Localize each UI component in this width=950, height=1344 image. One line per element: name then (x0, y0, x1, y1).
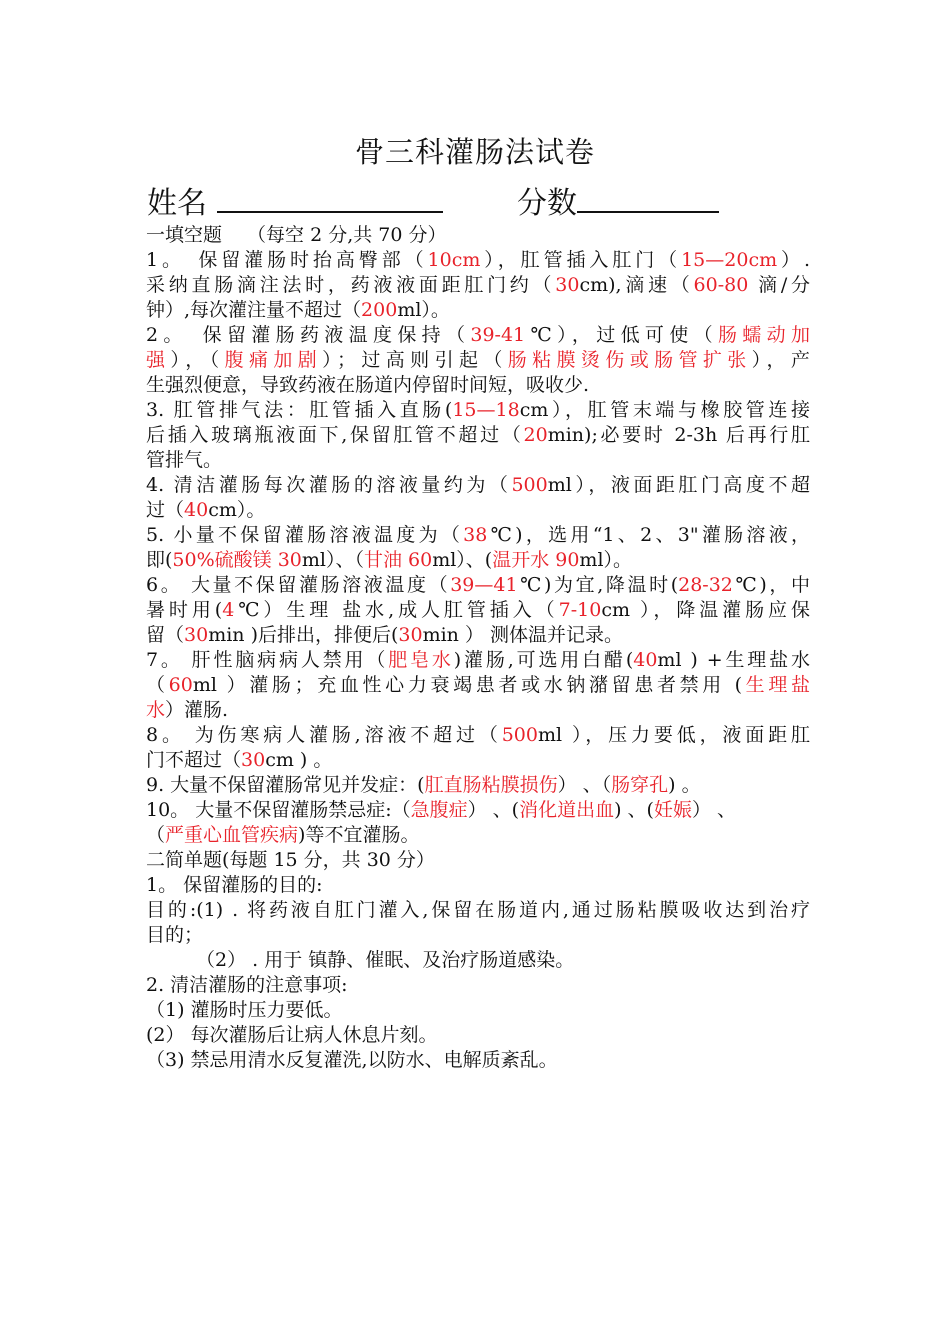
text-line (146, 923, 810, 948)
line-text: ml）。 (397, 299, 450, 321)
answer-text: 7-10 (558, 599, 602, 621)
line-text: 留（ (146, 624, 185, 646)
line-text: ml）、（ (301, 549, 364, 571)
line-text: cm),滴速（ (579, 274, 694, 296)
answer-text: 500 (501, 724, 538, 746)
exam-body (146, 223, 810, 1073)
line-text: ） 、( (467, 799, 520, 821)
line-text: ）. (777, 249, 810, 271)
line-text: 生强烈便意，导致药液在肠道内停留时间短，吸收少. (146, 374, 590, 396)
text-line (146, 523, 810, 548)
text-line (146, 398, 810, 423)
line-text: （2） . 用于 镇静、催眠、及治疗肠道感染。 (196, 949, 575, 971)
answer-text: 15—18 (452, 399, 520, 421)
answer-text: 40 (184, 499, 209, 521)
line-text: ℃），过低可使（ (525, 324, 718, 346)
answer-text: 50%硫酸镁 30 (172, 549, 302, 571)
text-line (146, 323, 810, 348)
text-line (146, 223, 810, 248)
line-text: 10。 大量不保留灌肠禁忌症:（ (146, 799, 411, 821)
answer-text: 强 (146, 349, 171, 371)
line-text: 暑时用( (146, 599, 223, 621)
text-line (146, 273, 810, 298)
answer-text: 肛直肠粘膜损伤 (424, 774, 558, 796)
answer-text: 急腹症 (410, 799, 468, 821)
line-text: 后插入玻璃瓶液面下,保留肛管不超过（ (146, 424, 524, 446)
answer-text: 肠穿孔 (611, 774, 669, 796)
text-line (146, 248, 810, 273)
text-line (146, 648, 810, 673)
line-text: )灌肠,可选用白醋( (453, 649, 634, 671)
line-text: cm ) 。 (265, 749, 333, 771)
name-score-line (147, 178, 719, 222)
line-text: 2。 保留灌肠药液温度保持（ (146, 324, 471, 346)
line-text: ），肛管插入肛门（ (480, 249, 682, 271)
name-label: 姓名 (147, 186, 207, 221)
line-text: 5. 小量不保留灌肠溶液温度为（ (146, 524, 464, 546)
line-text: 钟）,每次灌注量不超过（ (146, 299, 362, 321)
answer-text: 严重心血管疾病 (165, 824, 299, 846)
text-line (146, 898, 810, 923)
line-text: 一填空题 （每空 2 分,共 70 分） (146, 224, 447, 246)
text-line (146, 298, 810, 323)
text-line (146, 498, 810, 523)
line-text: ） 、（ (557, 774, 612, 796)
line-text: 滴/分 (748, 274, 810, 296)
line-text: 8。 为伤寒病人灌肠,溶液不超过（ (146, 724, 502, 746)
answer-text: 30 (241, 749, 266, 771)
text-line (146, 348, 810, 373)
line-text: ）灌肠. (165, 699, 229, 721)
name-blank[interactable] (217, 187, 443, 213)
text-line (146, 598, 810, 623)
text-line (146, 448, 810, 473)
line-text: 管排气。 (146, 449, 223, 471)
line-text: ），（ (170, 349, 225, 371)
answer-text: 40 (633, 649, 658, 671)
page-title: 骨三科灌肠法试卷 (354, 135, 595, 169)
text-line (146, 673, 810, 698)
text-line (146, 798, 810, 823)
text-line (146, 623, 810, 648)
answer-text: 38 (463, 524, 488, 546)
answer-text: 20 (523, 424, 548, 446)
line-text: 1。 保留灌肠的目的: (146, 874, 323, 896)
answer-text: 肥皂水 (388, 649, 454, 671)
answer-text: 肠粘膜烫伤或肠管扩张 (507, 349, 752, 371)
answer-text: 200 (361, 299, 398, 321)
answer-text: 甘油 60 (363, 549, 433, 571)
line-text: ml），液面距肛门高度不超 (547, 474, 810, 496)
line-text: ℃)为宜,降温时( (517, 574, 679, 596)
answer-text: 500 (511, 474, 548, 496)
line-text: ℃）生理 盐水,成人肛管插入（ (234, 599, 559, 621)
line-text: 2. 清洁灌肠的注意事项: (146, 974, 348, 996)
line-text: ml ) +生理盐水 (657, 649, 810, 671)
line-text: 4. 清洁灌肠每次灌肠的溶液量约为（ (146, 474, 512, 496)
line-text: ml）。 (579, 549, 633, 571)
text-line (146, 698, 810, 723)
text-line (146, 998, 810, 1023)
line-text: 7。 肝性脑病病人禁用（ (146, 649, 389, 671)
line-text: cm）。 (208, 499, 266, 521)
line-text: 目的； (146, 924, 204, 946)
line-text: ml）、( (432, 549, 493, 571)
line-text: （ (146, 824, 166, 846)
answer-text: 30 (398, 624, 423, 646)
answer-text: 消化道出血 (519, 799, 615, 821)
line-text: （ (146, 674, 169, 696)
text-line (146, 1023, 810, 1048)
answer-text: 10cm (427, 249, 481, 271)
line-text: 门不超过（ (146, 749, 242, 771)
text-line (146, 1048, 810, 1073)
text-line (146, 473, 810, 498)
line-text: 目的:(1) . 将药液自肛门灌入,保留在肠道内,通过肠粘膜吸收达到治疗 (146, 899, 810, 921)
answer-text: 60 (168, 674, 193, 696)
line-text: ） 、 (692, 799, 737, 821)
line-text: ），产 (751, 349, 810, 371)
answer-text: 腹痛加剧 (224, 349, 323, 371)
line-text: 二简单题(每题 15 分，共 30 分） (146, 849, 435, 871)
line-text: min ） 测体温并记录。 (422, 624, 624, 646)
answer-text: 温开水 90 (492, 549, 580, 571)
line-text: 过（ (146, 499, 185, 521)
line-text: ) 、( (614, 799, 654, 821)
line-text: cm ），降温灌肠应保 (601, 599, 810, 621)
answer-text: 30 (555, 274, 580, 296)
answer-text: 30 (184, 624, 209, 646)
line-text: ) 。 (668, 774, 701, 796)
line-text: 1。 保留灌肠时抬高臀部（ (146, 249, 428, 271)
answer-text: 4 (222, 599, 235, 621)
answer-text: 60-80 (693, 274, 749, 296)
line-text: （3) 禁忌用清水反复灌洗,以防水、电解质紊乱。 (146, 1049, 558, 1071)
text-line (146, 423, 810, 448)
answer-text: 28-32 (678, 574, 733, 596)
line-text: min )后排出，排便后( (208, 624, 399, 646)
line-text: 3. 肛管排气法：肛管插入直肠( (146, 399, 453, 421)
line-text: ℃)，中 (732, 574, 810, 596)
line-text: 6。 大量不保留灌肠溶液温度（ (146, 574, 451, 596)
answer-text: 39—41 (450, 574, 518, 596)
answer-text: 妊娠 (653, 799, 692, 821)
line-text: 采纳直肠滴注法时，药液液面距肛门约（ (146, 274, 556, 296)
text-line (146, 723, 810, 748)
line-text: 即( (146, 549, 173, 571)
line-text: ml ）灌肠；充血性心力衰竭患者或水钠潴留患者禁用 ( (192, 674, 743, 696)
answer-text: 15—20cm (681, 249, 778, 271)
text-line (146, 823, 810, 848)
text-line (146, 573, 810, 598)
line-text: ml ），压力要低，液面距肛 (537, 724, 811, 746)
score-label: 分数 (517, 186, 577, 221)
line-text: 9. 大量不保留灌肠常见并发症：( (146, 774, 425, 796)
text-line (146, 773, 810, 798)
line-text: ）；过高则引起（ (322, 349, 508, 371)
line-text: （1) 灌肠时压力要低。 (146, 999, 343, 1021)
answer-text: 水 (146, 699, 166, 721)
text-line (146, 948, 810, 973)
answer-text: 肠蠕动加 (717, 324, 810, 346)
text-line (146, 973, 810, 998)
line-text: cm），肛管末端与橡胶管连接 (519, 399, 810, 421)
text-line (146, 873, 810, 898)
text-line (146, 373, 810, 398)
score-blank[interactable] (577, 187, 719, 213)
text-line (146, 748, 810, 773)
text-line (146, 548, 810, 573)
line-text: )等不宜灌肠。 (298, 824, 420, 846)
line-text: ℃)，选用“1、2、3"灌肠溶液， (487, 524, 810, 546)
answer-text: 39-41 (470, 324, 526, 346)
line-text: min);必要时 2-3h 后再行肛 (547, 424, 810, 446)
text-line (146, 848, 810, 873)
answer-text: 生理盐 (742, 674, 810, 696)
line-text: (2） 每次灌肠后让病人休息片刻。 (146, 1024, 438, 1046)
